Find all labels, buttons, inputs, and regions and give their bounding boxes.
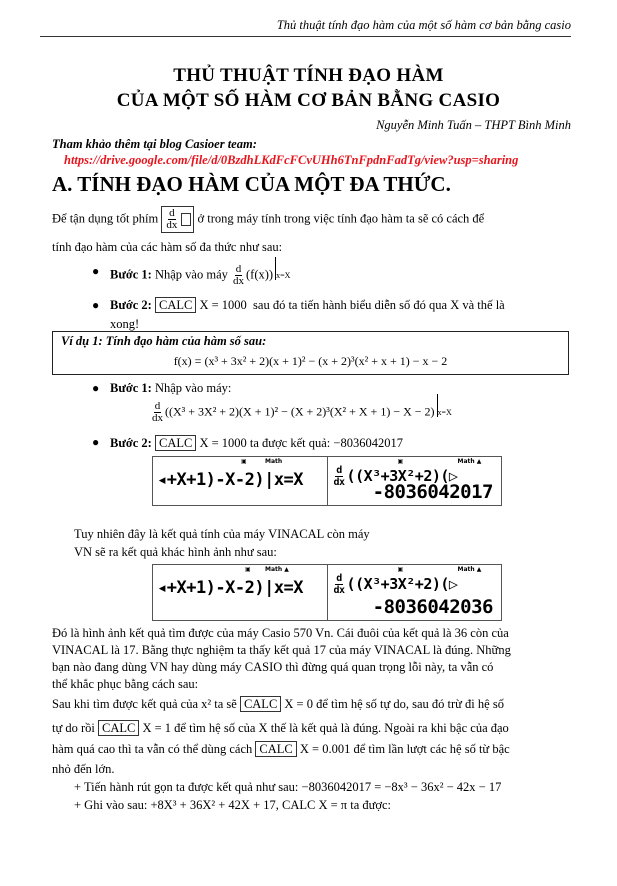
step1-eval: x=X — [275, 257, 290, 280]
calc-expression: $\frac{d}{dx}$ ((X³+3X²+2)(▷ — [333, 465, 458, 488]
calc-key: CALC — [155, 297, 196, 313]
final-line2: + Ghi vào sau: +8X³ + 36X² + 42X + 17, CALC X = π ta được: — [74, 798, 392, 812]
calculator-screen-casio-vn — [152, 564, 502, 621]
author-line: Nguyễn Minh Tuấn – THPT Bình Minh — [376, 118, 571, 132]
key-den: dx — [166, 219, 178, 231]
calc-left-panel — [153, 457, 328, 505]
step2-var: X — [450, 298, 460, 312]
intro-line1 — [52, 206, 484, 233]
p2-l2-a: tự do rồi — [52, 721, 95, 735]
example-step1-eval: x=X — [437, 394, 452, 417]
calc-key: CALC — [240, 696, 281, 712]
p2-l1-a: Sau khi tìm được kết quả của — [52, 697, 198, 711]
reference-label: Tham khảo thêm tại blog Casioer team: — [52, 137, 257, 151]
key-num: d — [169, 207, 175, 219]
step2-text2: và thế là — [462, 298, 505, 312]
calc-status: Math — [265, 458, 283, 465]
paragraph2-line2 — [52, 720, 509, 736]
step1 — [92, 263, 291, 287]
p2-l1-c: ta sẽ — [214, 697, 237, 711]
calc-result: -8036042036 — [372, 596, 493, 618]
calc-indicator-icon: ▣ — [397, 566, 404, 573]
example-step1 — [92, 381, 232, 396]
intro-before-key: Để tận dụng tốt phím — [52, 211, 159, 226]
step2-label: Bước 2: — [110, 298, 152, 312]
calc-right-panel — [328, 565, 502, 620]
placeholder-box-icon — [181, 213, 191, 226]
example-step1-formula — [150, 401, 452, 424]
bullet-icon: ● — [92, 435, 100, 449]
step2-line2: xong! — [110, 317, 140, 331]
calc-status: Math ▲ — [265, 566, 289, 573]
step1-label: Bước 1: — [110, 267, 152, 282]
paragraph2-line3 — [52, 741, 510, 757]
example-step2-label: Bước 2: — [110, 436, 152, 450]
calc-status: Math ▲ — [457, 458, 482, 465]
calc-key: CALC — [255, 741, 296, 757]
calc-expr-text: ((X³+3X²+2)(▷ — [346, 575, 458, 593]
example-step2 — [92, 435, 403, 451]
example-step1-expr: ((X³ + 3X² + 2)(X + 1)² − (X + 2)³(X² + X + 1) − X − 2) — [165, 404, 435, 419]
bullet-icon: ● — [92, 381, 100, 395]
calc-left-panel — [153, 565, 328, 620]
paragraph2-line1 — [52, 696, 504, 712]
ddx-fraction: $\frac{d}{dx}$ — [233, 263, 245, 287]
example-step2-expr: X = 1000 — [199, 436, 247, 450]
vinacal-note-line1: Tuy nhiên đây là kết quả tính của máy VINACAL còn máy — [74, 527, 370, 541]
paragraph1-line3: bạn nào đang dùng VN hay dùng máy CASIO thì đừng quá quan trọng lỗi này, ta vẫn có — [52, 660, 494, 674]
example1-label: Ví dụ 1: Tính đạo hàm của hàm số sau: — [61, 334, 267, 348]
reference-link[interactable]: https://drive.google.com/file/d/0BzdhLKdFcFCvUHh6TnFpdnFadTg/view?usp=sharing — [64, 153, 519, 167]
calc-indicator-icon: ▣ — [245, 566, 251, 573]
step1-text: Nhập vào máy — [154, 267, 228, 282]
p2-l1-b: x² — [201, 697, 212, 711]
paragraph1-line1: Đó là hình ảnh kết quả tìm được của máy Casio 570 Vn. Cái đuôi của kết quả là 36 còn của — [52, 626, 509, 640]
intro-line2: tính đạo hàm của các hàm số đa thức như sau: — [52, 240, 283, 254]
p2-l3-b: X = 0.001 để tìm lần lượt các hệ số từ bậc — [299, 742, 510, 756]
ddx-fraction: $\frac{d}{dx}$ — [152, 400, 163, 424]
step2 — [92, 296, 570, 334]
final-line1: + Tiến hành rút gọn ta được kết quả như sau: −8036042017 = −8x³ − 36x² − 42x − 17 — [74, 780, 502, 794]
calc-expr-text: ((X³+3X²+2)(▷ — [346, 467, 458, 485]
example-step2-text: ta được kết quả: — [249, 436, 331, 450]
calc-status: Math ▲ — [457, 566, 482, 573]
example-step1-text: Nhập vào máy: — [154, 381, 232, 395]
calc-indicator-icon: ▣ — [241, 458, 247, 465]
p2-l2-b: X = 1 để tìm hệ số của X thế là kết quả là đúng. Ngoài ra khi bậc của đạo — [142, 721, 509, 735]
calc-expression: $\frac{d}{dx}$ ((X³+3X²+2)(▷ — [333, 573, 458, 596]
calc-result: -8036042017 — [372, 481, 493, 503]
calc-key: CALC — [98, 720, 139, 736]
vinacal-note-line2: VN sẽ ra kết quả khác hình ảnh như sau: — [74, 545, 277, 559]
page-title-line1: THỦ THUẬT TÍNH ĐẠO HÀM — [173, 65, 444, 86]
running-header: Thủ thuật tính đạo hàm của một số hàm cơ bản bằng casio — [40, 18, 571, 37]
page-title-line2: CỦA MỘT SỐ HÀM CƠ BẢN BẰNG CASIO — [116, 90, 501, 111]
p2-l1-d: X = 0 để tìm hệ số tự do, sau đó trừ đi hệ số — [284, 697, 504, 711]
derivative-key — [161, 206, 194, 233]
calc-indicator-icon: ▣ — [397, 458, 404, 465]
section-a-heading: A. TÍNH ĐẠO HÀM CỦA MỘT ĐA THỨC. — [52, 172, 451, 196]
example1-function: f(x) = (x³ + 3x² + 2)(x + 1)² − (x + 2)³(x² + x + 1) − x − 2 — [173, 354, 448, 368]
step2-expr: X = 1000 — [199, 298, 247, 312]
paragraph2-line4: nhỏ đến lớn. — [52, 762, 115, 776]
calc-expression: ◂+X+1)-X-2)|x=X — [157, 578, 304, 598]
calc-key: CALC — [155, 435, 196, 451]
calc-expression: ◂+X+1)-X-2)|x=X — [157, 470, 304, 490]
example-step2-result: −8036042017 — [333, 436, 403, 450]
p2-l3-a: hàm quá cao thì ta vẫn có thể dùng cách — [52, 742, 253, 756]
step2-text: sau đó ta tiến hành biểu diễn số đó qua — [253, 298, 448, 312]
calculator-screen-vinacal — [152, 456, 502, 506]
bullet-icon: ● — [92, 264, 100, 278]
example-step1-label: Bước 1: — [110, 381, 152, 395]
example1-box — [52, 331, 569, 375]
paragraph1-line4: thể khắc phục bằng cách sau: — [52, 677, 199, 691]
step1-expr: (f(x)) — [246, 267, 274, 282]
calc-right-panel — [328, 457, 502, 505]
paragraph1-line2: VINACAL là 17. Bằng thực nghiệm ta thấy kết quả 17 của máy VINACAL là đúng. Những — [52, 643, 511, 657]
intro-after-key: ở trong máy tính trong việc tính đạo hàm ta sẽ có cách để — [197, 211, 485, 226]
bullet-icon: ● — [92, 298, 100, 312]
